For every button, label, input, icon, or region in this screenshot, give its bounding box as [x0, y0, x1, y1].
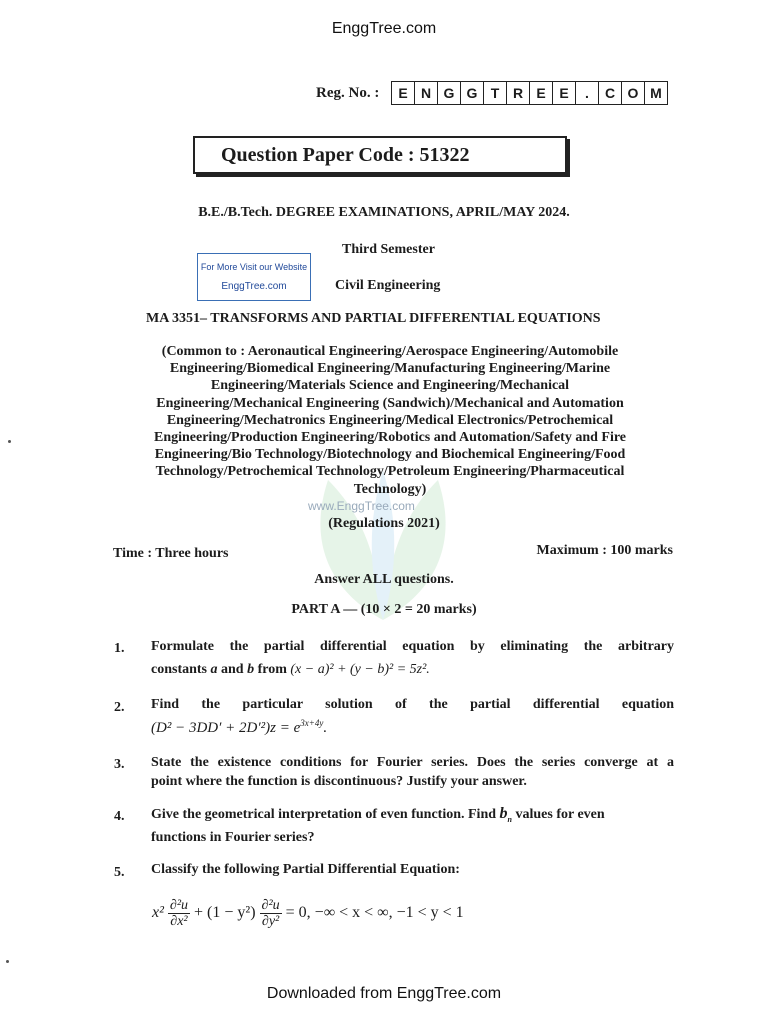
question-number: 5. [114, 865, 125, 880]
reg-no-boxes [391, 81, 668, 105]
text: constants [151, 662, 208, 677]
question-text: Find the particular solution of the partial differential equation [151, 697, 674, 712]
text: values for even [515, 807, 605, 822]
reg-no-box: N [415, 82, 438, 104]
reg-no-box: G [438, 82, 461, 104]
question-text: State the existence conditions for Fourier series. Does the series converge at a [151, 755, 674, 770]
text: from [257, 662, 287, 677]
question-text: point where the function is discontinuous? Justify your answer. [151, 774, 527, 789]
common-to-line: Engineering/Bio Technology/Biotechnology and Biochemical Engineering/Food [154, 447, 626, 463]
reg-no-box: C [599, 82, 622, 104]
subscript: n [507, 814, 512, 824]
subject-title: MA 3351– TRANSFORMS AND PARTIAL DIFFERENTIAL EQUATIONS [146, 311, 601, 326]
equation-part: x² [152, 904, 164, 922]
reg-no-box: M [650, 85, 662, 101]
equation [151, 719, 327, 737]
fraction [168, 898, 190, 929]
equation-main: (D² − 3DD′ + 2D′²)z = e [151, 720, 301, 736]
part-heading: PART A — (10 × 2 = 20 marks) [291, 602, 477, 617]
question-number: 2. [114, 700, 125, 715]
reg-no-box: E [530, 82, 553, 104]
common-to-line: Technology) [353, 481, 427, 497]
common-to-block [110, 343, 670, 498]
website-box-line1: For More Visit our Website [200, 262, 308, 272]
semester: Third Semester [342, 242, 435, 257]
header-site[interactable]: EnggTree.com [331, 20, 437, 37]
website-box[interactable] [197, 253, 311, 301]
denominator: ∂x² [170, 914, 188, 929]
regulations: (Regulations 2021) [328, 516, 440, 531]
var: b [499, 805, 508, 822]
scan-speck [6, 960, 9, 963]
question-text [151, 806, 605, 823]
fraction [260, 898, 282, 929]
question-text [151, 662, 430, 678]
numerator: ∂²u [261, 898, 280, 913]
text: and [221, 662, 244, 677]
var: b [247, 662, 255, 677]
question-number: 3. [114, 757, 125, 772]
equation-part: = 0, −∞ < x < ∞, −1 < y < 1 [285, 904, 464, 922]
question-number: 1. [114, 641, 125, 656]
reg-no-box: E [553, 82, 576, 104]
reg-no-box: O [622, 82, 645, 104]
reg-no-box: . [576, 82, 599, 104]
question-text: Classify the following Partial Differential Equation: [151, 862, 460, 877]
reg-no-label: Reg. No. : [316, 85, 380, 101]
common-to-line: (Common to : Aeronautical Engineering/Aerospace Engineering/Automobile [161, 344, 619, 359]
reg-no-box: R [507, 82, 530, 104]
question-text: functions in Fourier series? [151, 830, 315, 845]
text: Give the geometrical interpretation of even function. Find [151, 807, 497, 822]
time: Time : Three hours [113, 546, 229, 561]
equation-part: + (1 − y²) [194, 904, 256, 922]
equation [152, 898, 464, 929]
reg-no-box: T [484, 82, 507, 104]
common-to-line: Engineering/Mechanical Engineering (Sandwich)/Mechanical and Automation [156, 395, 624, 411]
reg-no-box: G [461, 82, 484, 104]
common-to-line: Engineering/Biomedical Engineering/Manufacturing Engineering/Marine [169, 361, 611, 377]
equation: (x − a)² + (y − b)² = 5z². [290, 662, 430, 677]
var: a [210, 662, 218, 677]
common-to-line: Technology/Petrochemical Technology/Petroleum Engineering/Pharmaceutical [155, 464, 625, 480]
common-to-line: Engineering/Production Engineering/Robotics and Automation/Safety and Fire [153, 430, 627, 446]
equation-exponent: 3x+4y [300, 718, 324, 728]
scan-speck [8, 440, 11, 443]
question-paper-code: Question Paper Code : 51322 [193, 136, 567, 174]
exam-title: B.E./B.Tech. DEGREE EXAMINATIONS, APRIL/MAY 2024. [198, 205, 570, 220]
instruction: Answer ALL questions. [314, 572, 454, 587]
reg-no-box: E [392, 82, 415, 104]
common-to-line: Engineering/Mechatronics Engineering/Medical Electronics/Petrochemical [166, 412, 614, 428]
denominator: ∂y² [261, 914, 280, 929]
numerator: ∂²u [169, 898, 189, 913]
text: . [323, 720, 328, 736]
max-marks: Maximum : 100 marks [536, 543, 673, 558]
question-number: 4. [114, 809, 125, 824]
branch: Civil Engineering [335, 278, 441, 293]
footer-download[interactable]: Downloaded from EnggTree.com [266, 985, 502, 1002]
question-text: Formulate the partial differential equation by eliminating the arbitrary [151, 639, 674, 654]
website-box-link[interactable]: EnggTree.com [221, 281, 287, 292]
watermark-text: www.EnggTree.com [308, 499, 415, 513]
common-to-line: Engineering/Materials Science and Engineering/Mechanical [210, 378, 570, 394]
